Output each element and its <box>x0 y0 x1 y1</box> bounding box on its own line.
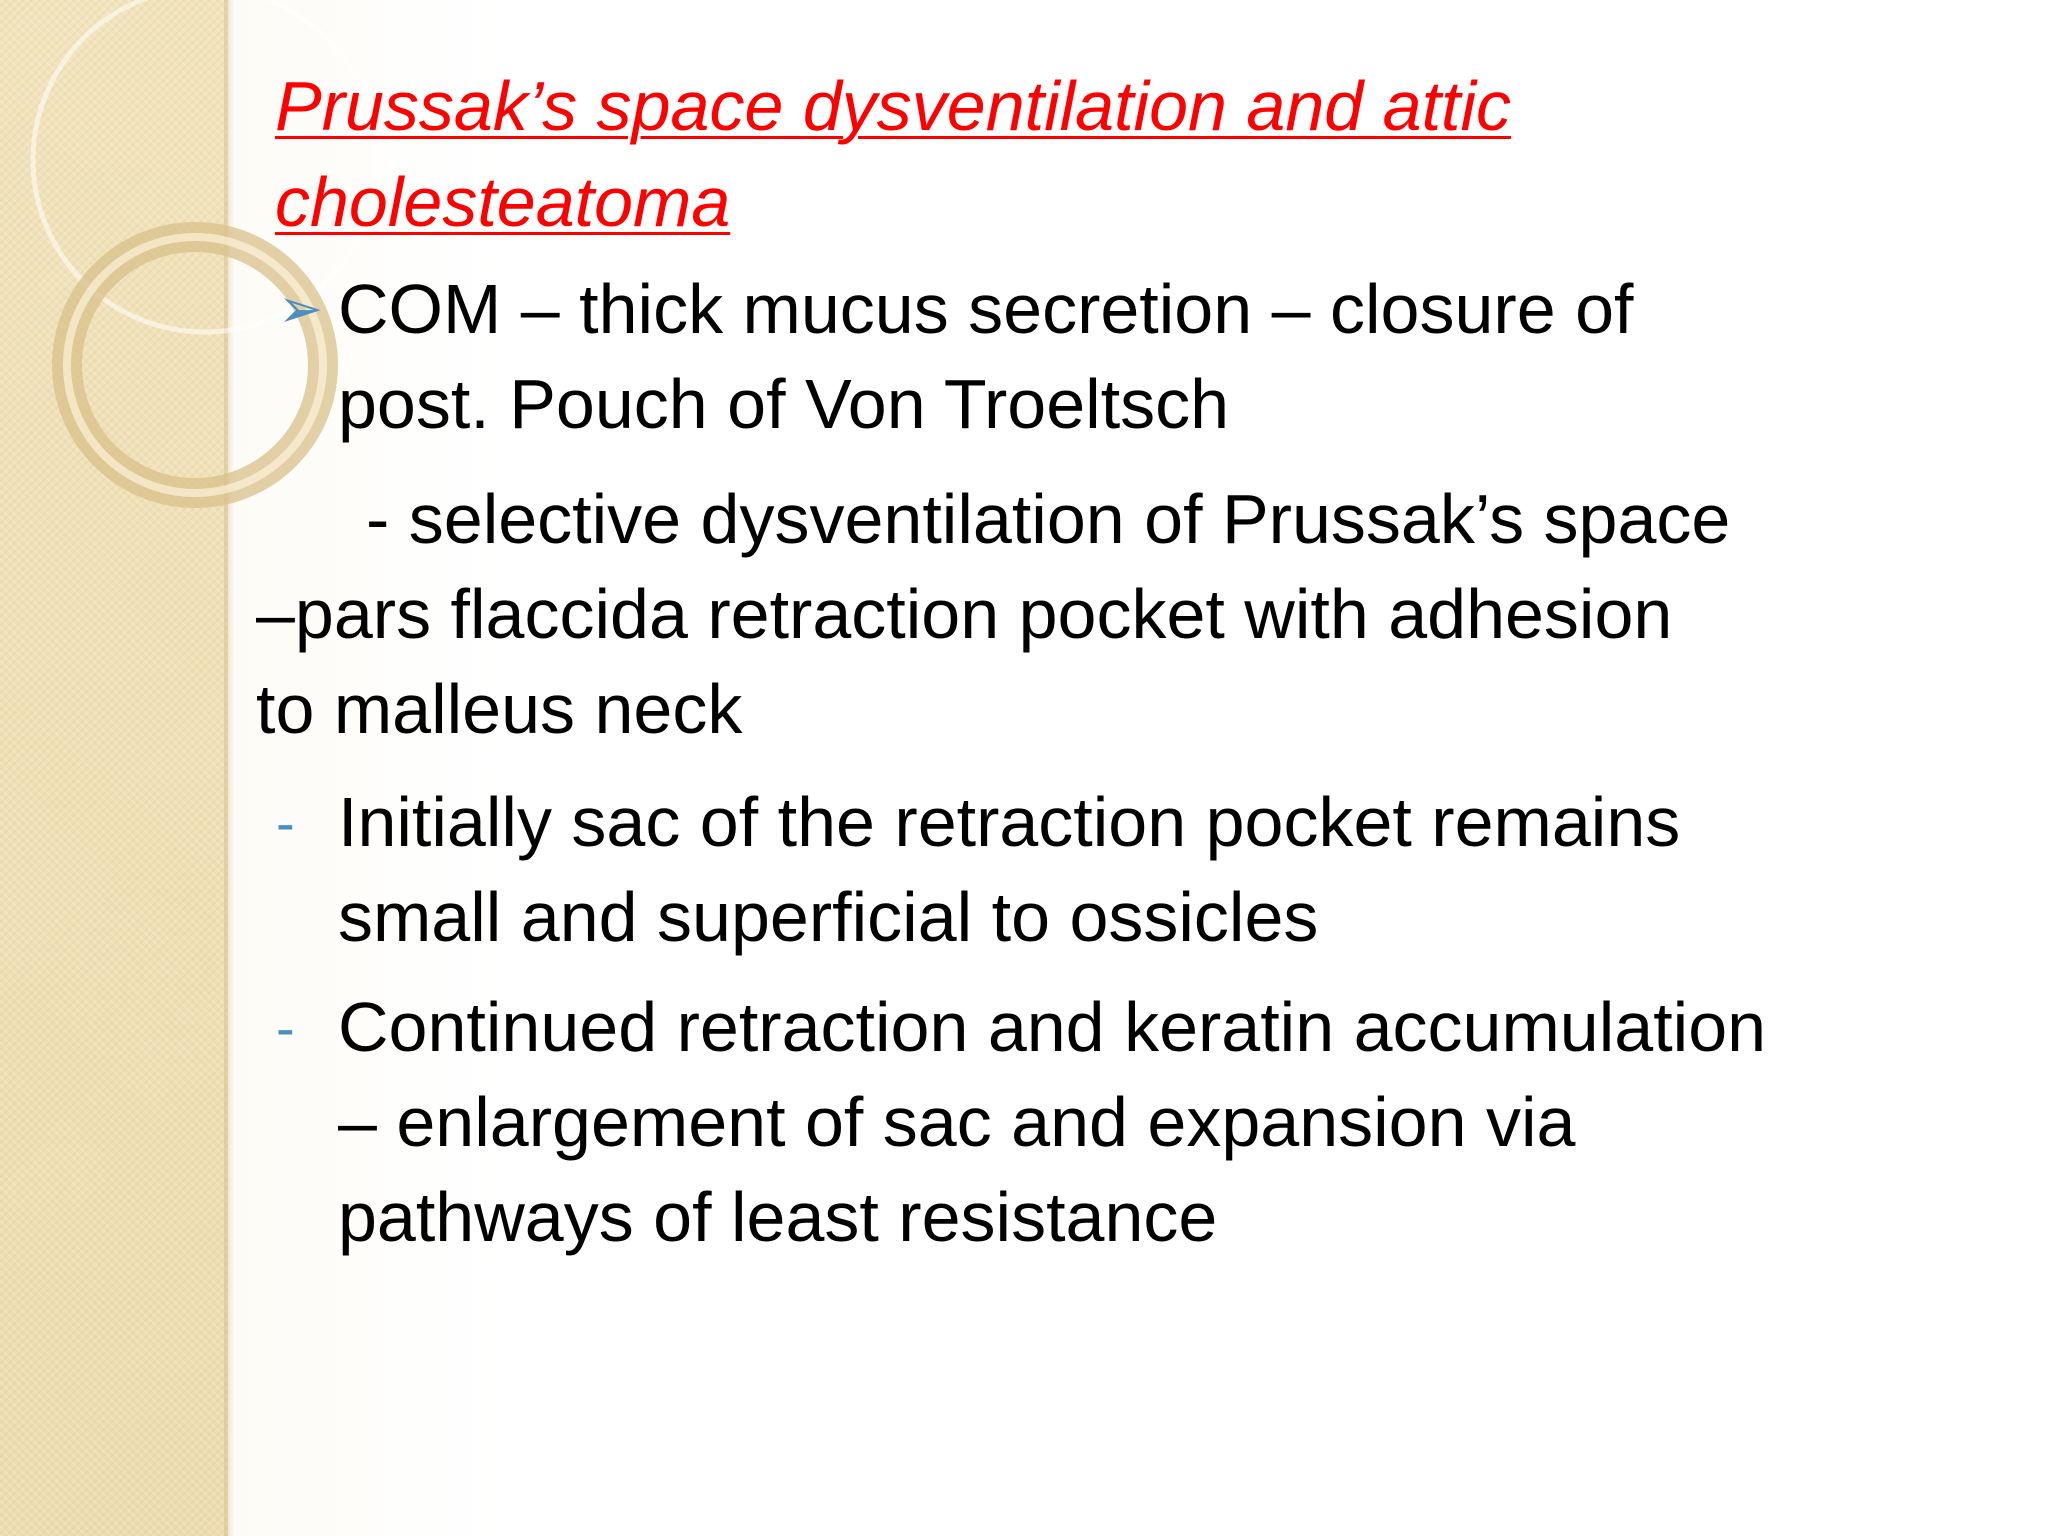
dash-item-1-line-1: Initially sac of the retraction pocket remains <box>338 783 1681 861</box>
continuation-line-2: –pars flaccida retraction pocket with adhesion <box>256 575 1673 653</box>
dash-item-2-line-1: Continued retraction and keratin accumulation <box>338 988 1767 1066</box>
slide-title <box>275 58 1975 250</box>
continuation-line-3: to malleus neck <box>256 670 743 748</box>
dash-item-initially <box>338 775 1680 965</box>
bullet-com-line-2: post. Pouch of Von Troeltsch <box>338 365 1230 443</box>
continuation-line-1: - selective dysventilation of Prussak’s space <box>366 480 1731 558</box>
arrow-bullet-icon: ➢ <box>278 279 324 339</box>
dash-bullet-icon: - <box>276 996 295 1059</box>
bullet-com-line-1: COM – thick mucus secretion – closure of <box>338 270 1634 348</box>
dash-item-continued <box>338 980 1766 1265</box>
title-line-1: Prussak’s space dysventilation and attic <box>275 67 1512 145</box>
dash-item-2-line-2: – enlargement of sac and expansion via <box>338 1083 1576 1161</box>
dash-bullet-icon: - <box>276 791 295 854</box>
bullet-com <box>338 262 1633 452</box>
title-line-2: cholesteatoma <box>275 163 731 241</box>
continuation-paragraph <box>256 472 1996 757</box>
dash-item-1-line-2: small and superficial to ossicles <box>338 878 1319 956</box>
dash-item-2-line-3: pathways of least resistance <box>338 1178 1218 1256</box>
